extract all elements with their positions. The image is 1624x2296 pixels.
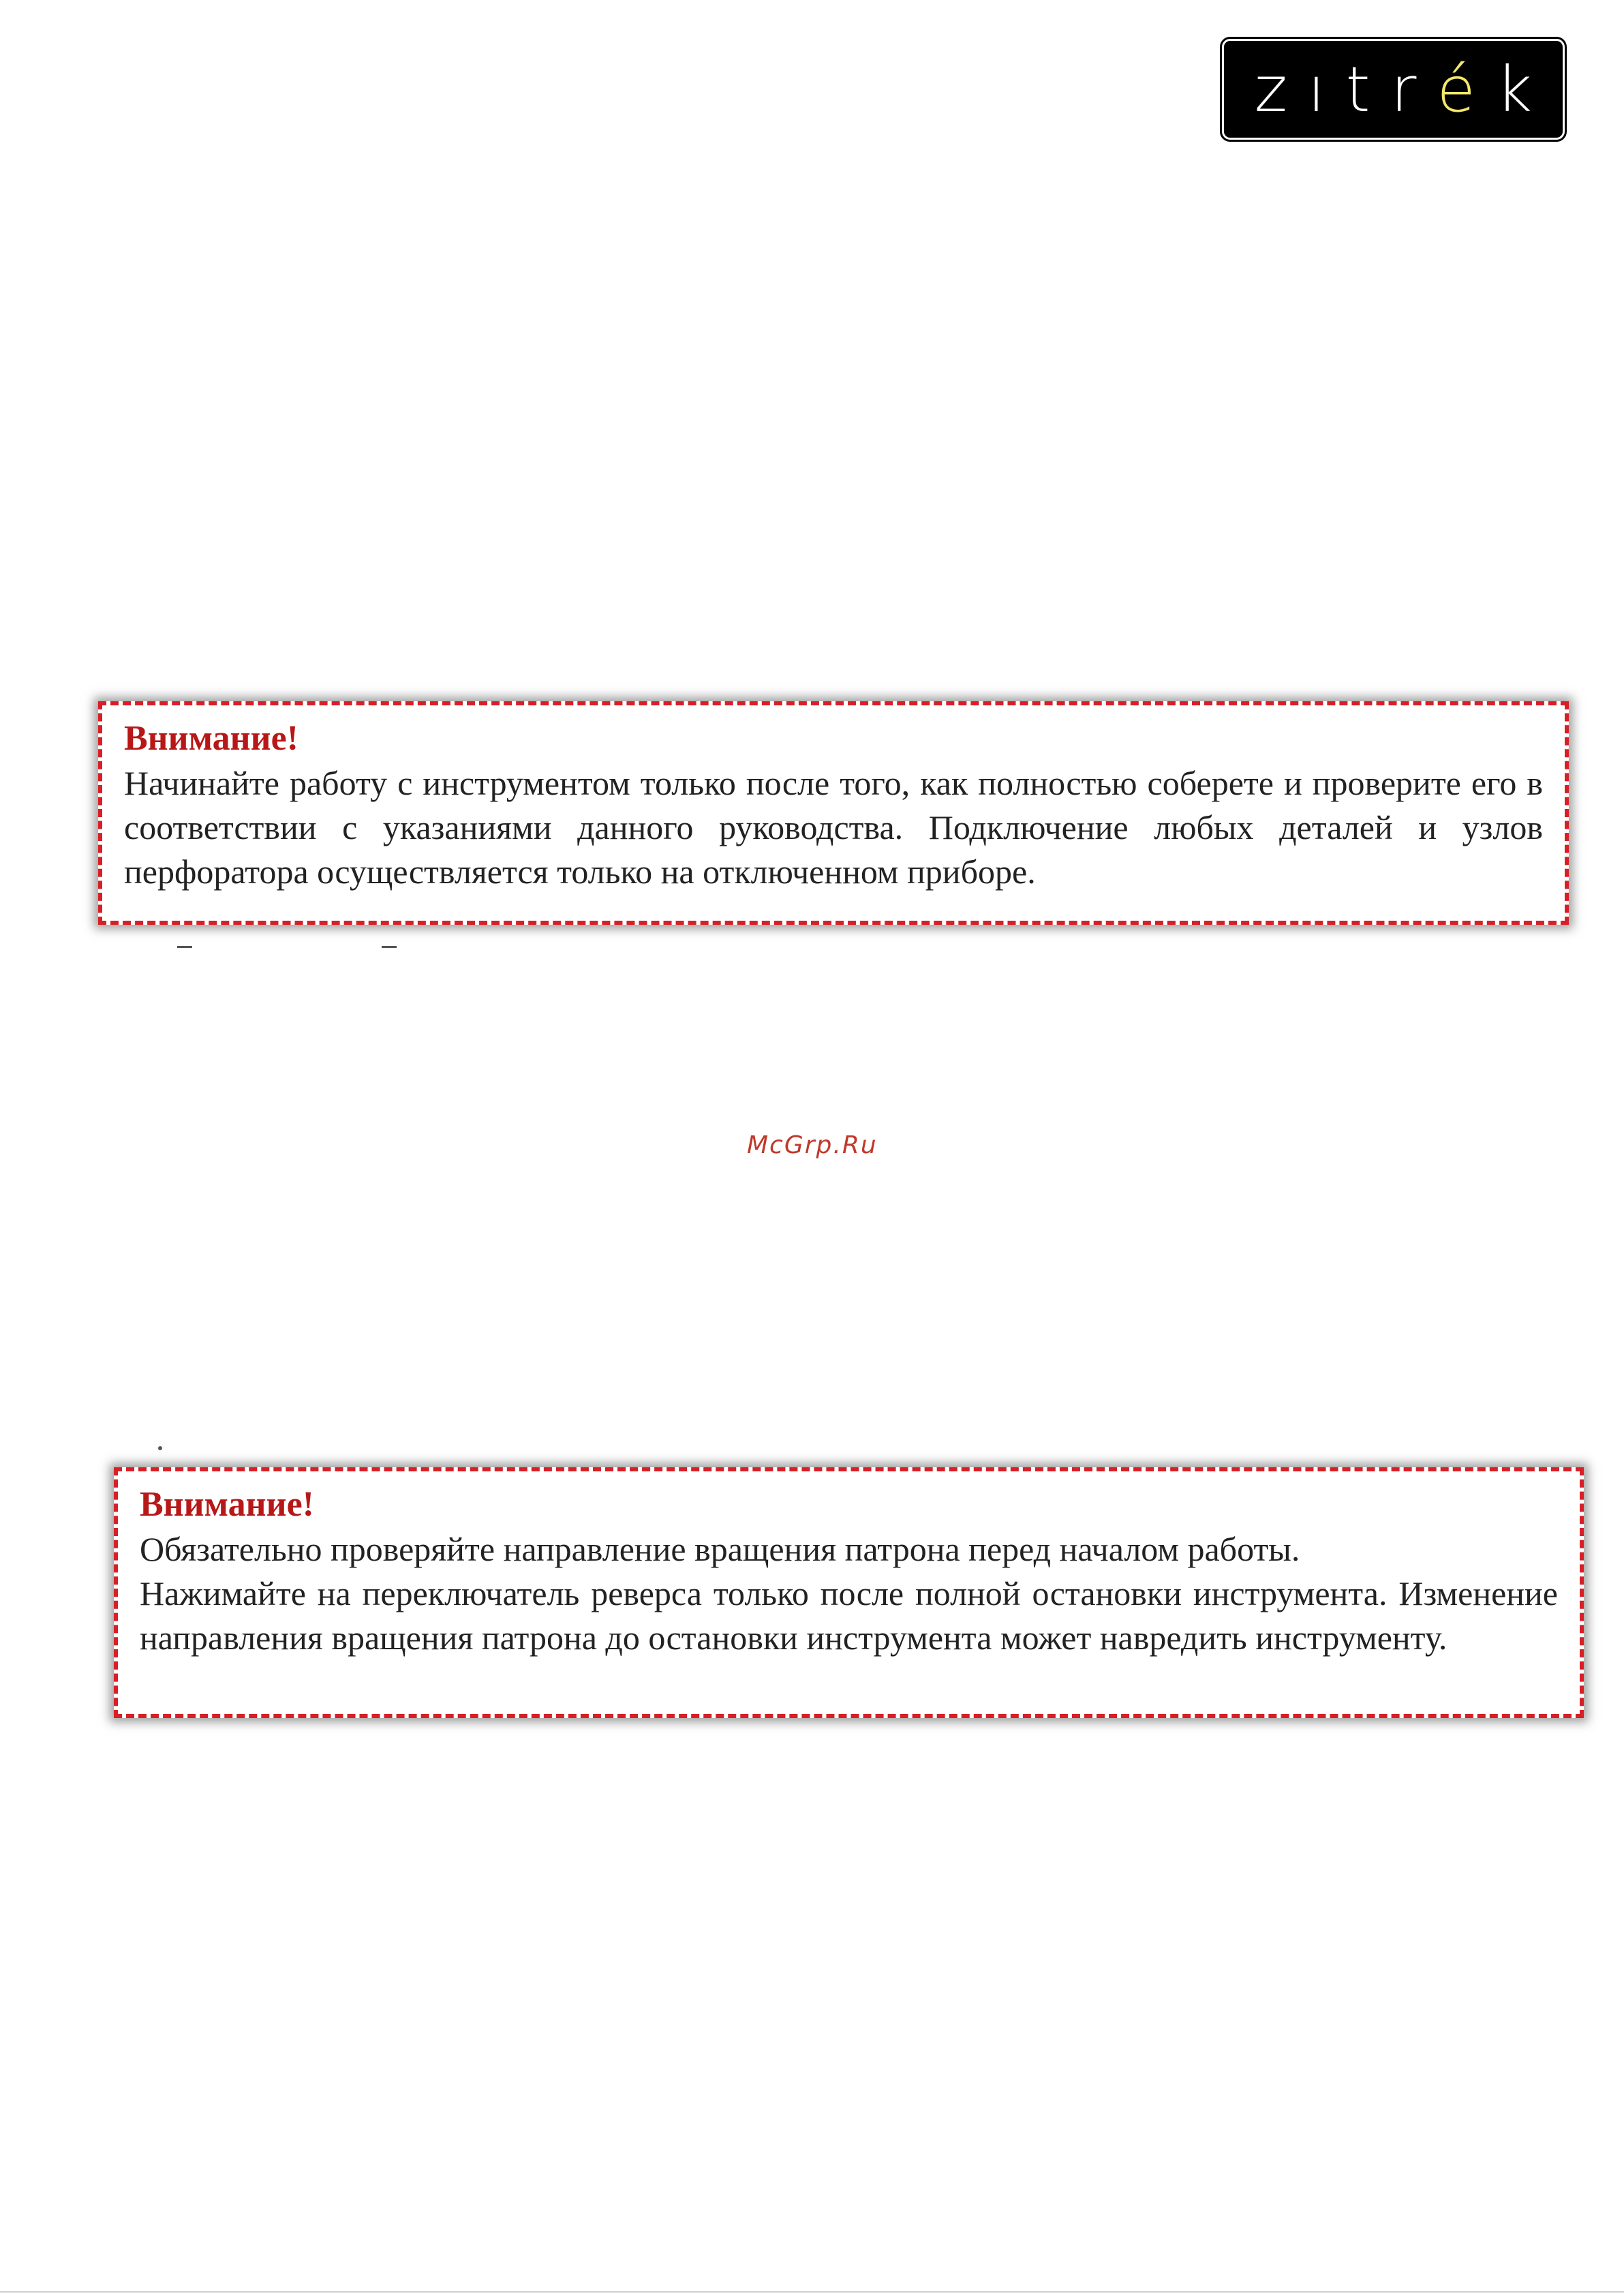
warning-paragraph: Начинайте работу с инструментом только после того, как полностью соберете и проверите его в соответствии с указаниями данного руководства. Подключение любых деталей и узлов перфоратора осуществляется только на отключенном приборе. xyxy=(124,764,1543,891)
warning-text xyxy=(124,761,1543,894)
scan-artifact xyxy=(177,946,192,948)
scan-artifact xyxy=(382,946,397,948)
warning-paragraph: Обязательно проверяйте направление вращения патрона перед началом работы. xyxy=(140,1530,1300,1568)
logo-text-before: zıtr xyxy=(1254,52,1437,126)
warning-paragraph: Нажимайте на переключатель реверса только после полной остановки инструмента. Изменение направления вращения патрона до остановки инструмента может навредить инструменту. xyxy=(140,1574,1558,1657)
watermark: McGrp.Ru xyxy=(747,1131,878,1159)
scan-artifact xyxy=(158,1446,162,1450)
page-edge-line xyxy=(0,2291,1624,2293)
logo-text-accent: é xyxy=(1437,52,1497,126)
logo-text-after: k xyxy=(1496,52,1553,126)
warning-title: Внимание! xyxy=(124,719,298,758)
warning-text xyxy=(140,1527,1558,1660)
warning-title: Внимание! xyxy=(140,1485,314,1524)
warning-box-assembly xyxy=(98,701,1569,925)
warning-box-reverse xyxy=(114,1467,1584,1718)
zitrek-logo xyxy=(1222,39,1565,140)
